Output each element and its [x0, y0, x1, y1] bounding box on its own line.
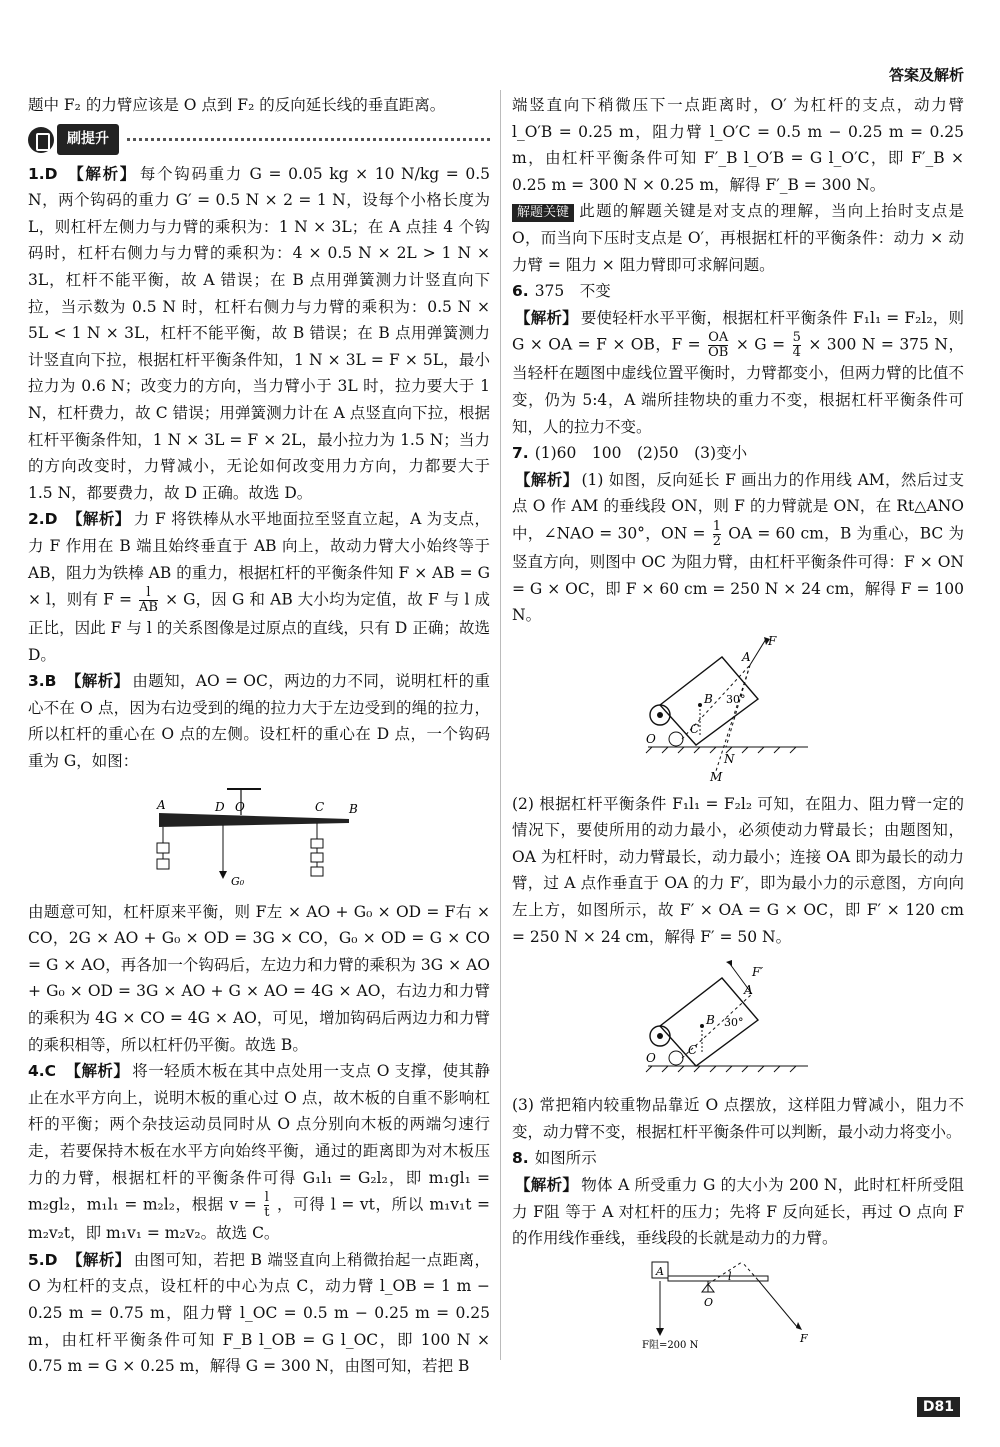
answer-number: 3.B: [28, 672, 57, 691]
lever-figure-3: [28, 781, 490, 893]
answer-6: [512, 305, 964, 440]
key-text: 此题的解题关键是对支点的理解，当向上抬时支点是 O，而当向下压时支点是 O′，再根据杠杆的平衡条件：动力 × 动力臂 = 阻力 × 阻力臂即可求解问题。: [512, 202, 964, 274]
fraction: $\frac{l}{AB}$: [139, 585, 158, 616]
analysis-label: 【解析】: [515, 307, 578, 327]
label-d: D: [215, 799, 225, 814]
answer-text: 将一轻质木板在其中点处用一支点 O 支撑，使其静止在水平方向上，说明木板的重心过 O 点，故木板的自重不影响杠杆的平衡；两个杂技运动员同时从 O 点分别向木板的两端匀速行走，若要保持木板在水平方向始终平衡，通过的距离即为对木板压力的力臂，根据杠杆的平衡条件可得 G₁l₁ = G₂l₂，即 m₁gl₁ = m₂gl₂，m₁l₁ = m₂l₂，根据 v =: [28, 1062, 490, 1214]
label-m: M: [710, 769, 723, 784]
answer-number: 7.: [512, 444, 529, 463]
label-c: C: [690, 721, 700, 736]
answer-number: 4.C: [28, 1062, 57, 1081]
answer-text: 物体 A 所受重力 G 的大小为 200 N，此时杠杆所受阻力 F阻 等于 A 对杠杆的压力；先将 F 反向延长，再过 O 点向 F 的作用线作垂线，垂线段的长就是动力的力臂。: [512, 1176, 964, 1248]
answer-number: 2.D: [28, 510, 58, 529]
analysis-label: 【解析】: [65, 1061, 130, 1081]
label-b: B: [706, 1013, 715, 1028]
label-b: B: [349, 801, 358, 816]
section-title: 刷提升: [57, 124, 119, 155]
label-f: F: [768, 634, 777, 648]
left-column: [28, 92, 490, 1380]
fraction: $\frac{l}{t}$: [264, 1190, 270, 1221]
right-column: [512, 92, 964, 1356]
answer-number: 6.: [512, 282, 529, 301]
answer-text: 要使轻杆水平平衡，根据杠杆平衡条件 F₁l₁ = F₂l₂，则 G × OA = F × OB，F =: [512, 308, 964, 354]
key-tag: 解题关键: [512, 204, 574, 222]
label-o: O: [646, 731, 656, 746]
answer-7-part3: (3) 常把箱内较重物品靠近 O 点摆放，这样阻力臂减小，阻力不变，动力臂不变，根据杠杆平衡条件可以判断，最小动力将变小。: [512, 1096, 964, 1141]
label-o: O: [704, 1295, 714, 1309]
label-c: C: [688, 1043, 698, 1058]
intro-text: 题中 F₂ 的力臂应该是 O 点到 F₂ 的反向延长线的垂直距离。: [28, 96, 446, 114]
answer-value: (1)60 100 (2)50 (3)变小: [534, 444, 748, 463]
answer-text: × 300 N = 375 N，当轻杆在题图中虚线位置平衡时，力臂都变小，但两力臂的比值不变，仍为 5:4，A 端所挂物块的重力不变，根据杠杆平衡条件可知，人的拉力不变。: [512, 335, 964, 436]
answer-2: [28, 506, 490, 668]
label-c: C: [315, 799, 325, 814]
answer-text: OA = 60 cm，B 为重心，BC 为竖直方向，则图中 OC 为阻力臂，由杠杆平衡条件可得：F × ON = G × OC，即 F × 60 cm = 250 N × 24 cm，解得 F = 100 N。: [512, 524, 964, 625]
label-f-resist: F阻=200 N: [642, 1339, 699, 1350]
answer-value: 如图所示: [534, 1149, 597, 1168]
label-l: l: [728, 1269, 732, 1283]
label-b: B: [704, 691, 713, 706]
label-f: F: [800, 1331, 808, 1345]
label-n: N: [724, 751, 735, 766]
answer-text: × G，因 G 和 AB 大小均为定值，故 F 与 l 成正比，因此 F 与 l 的关系图像是过原点的直线，只有 D 正确；故选 D。: [28, 590, 491, 664]
page-header: 答案及解析: [888, 66, 964, 84]
answer-4: [28, 1058, 490, 1247]
answer-7-header: [512, 440, 964, 467]
fraction: $\frac{1}{2}$: [712, 518, 721, 549]
label-g0: G₀: [231, 874, 245, 888]
answer-8: [512, 1172, 964, 1252]
answer-3-continued: 由题意可知，杠杆原来平衡，则 F左 × AO + G₀ × OD = F右 × CO，2G × AO + G₀ × OD = 3G × CO，G₀ × OD = G × CO = G × AO，再各加一个钩码后，左边力和力臂的乘积为 3G × AO + G₀ × OD = 3G × AO + G × AO = 4G × AO，右边力和力臂的乘积为 4G × CO = 4G × AO，可见，增加钩码后两边力和力臂的乘积相等，所以杠杆仍平衡。故选 B。: [28, 902, 490, 1054]
answer-text: 由图可知，若把 B 端竖直向上稍微抬起一点距离，O 为杠杆的支点，设杠杆的中心为点 C，动力臂 l_OB = 1 m − 0.25 m = 0.75 m，阻力臂 l_OC = 0.5 m − 0.25 m = 0.25 m，由杠杆平衡条件可知 F_B l_OB = G l_OC，即 100 N × 0.75 m = G × 0.25 m，解得 G = 300 N，由图可知，若把 B: [28, 1250, 490, 1376]
label-angle: 30°: [724, 1016, 744, 1030]
answer-5: [28, 1247, 490, 1380]
answer-1: [28, 161, 490, 507]
label-a: A: [656, 1264, 664, 1278]
answer-6-header: [512, 278, 964, 305]
answer-text: × G =: [735, 335, 786, 354]
answer-value: 375 不变: [534, 282, 611, 301]
analysis-label: 【解析】: [515, 469, 579, 489]
analysis-label: 【解析】: [66, 509, 131, 529]
section-badge: [28, 123, 490, 157]
book-icon: [28, 127, 54, 153]
answer-text: 力 F 将铁棒从水平地面拉至竖直立起，A 为支点，力 F 作用在 B 端且始终垂直于 AB 向上，故动力臂大小始终等于 AB，阻力为铁棒 AB 的重力，根据杠杆的平衡条件知 F × AB = G × l，则有 F =: [28, 510, 490, 609]
analysis-label: 【解析】: [515, 1175, 579, 1195]
answer-3: [28, 668, 490, 774]
suitcase-figure-1: [512, 635, 964, 785]
answer-text: ，可得 l = vt，所以 m₁v₁t = m₂v₂t，即 m₁v₁ = m₂v₂。故选 C。: [28, 1195, 490, 1243]
answer-text: (1) 如图，反向延长 F 画出力的作用线 AM，然后过支点 O 作 AM 的垂线段 ON，则 F 的力臂就是 ON，在 Rt△ANO 中，∠NAO = 30°，ON =: [512, 470, 964, 543]
answer-5-continued: 端竖直向下稍微压下一点距离时，O′ 为杠杆的支点，动力臂 l_O′B = 0.25 m，阻力臂 l_O′C = 0.5 m − 0.25 m = 0.25 m，由杠杆平衡条件可知 F′_B l_O′B = G l_O′C，即 F′_B × 0.25 m = 300 N × 0.25 m，解得 F′_B = 300 N。: [512, 96, 964, 194]
answer-7: [512, 467, 964, 629]
answer-text: 由题知，AO = OC，两边的力不同，说明杠杆的重心不在 O 点，因为右边受到的绳的拉力大于左边受到的绳的拉力，所以杠杆的重心在 O 点的左侧。设杠杆的重心在 D 点，一个钩码重为 G，如图：: [28, 672, 490, 771]
suitcase-figure-2: [512, 956, 964, 1086]
analysis-label: 【解析】: [65, 671, 130, 691]
analysis-label: 【解析】: [66, 1249, 131, 1269]
fraction: $\frac{5}{4}$: [792, 330, 801, 361]
answer-number: 1.D: [28, 164, 58, 183]
label-a: A: [742, 649, 751, 664]
key-point: [512, 198, 964, 278]
answer-number: 8.: [512, 1149, 529, 1168]
page-number: D81: [917, 1397, 960, 1417]
label-f-prime: F′: [752, 965, 764, 980]
answer-text: 每个钩码重力 G = 0.05 kg × 10 N/kg = 0.5 N，两个钩码的重力 G′ = 0.5 N × 2 = 1 N，设每个小格长度为 L，则杠杆左侧力与力臂的乘积为：1 N × 3L；在 A 点挂 4 个钩码时，杠杆右侧力与力臂的乘积为：4 × 0.5 N × 2L > 1 N × 3L，杠杆不能平衡，故 A 错误；在 B 点用弹簧测力计竖直向下拉，当示数为 0.5 N 时，杠杆右侧力与力臂的乘积为：0.5 N × 5L < 1 N × 3L，杠杆不能平衡，故 B 错误；在 B 点用弹簧测力计竖直向下拉，根据杠杆平衡条件知，1 N × 3L = F × 5L，最小拉力为 0.6 N；改变力的方向，当力臂小于 3L 时，拉力要大于 1 N，杠杆费力，故 C 错误；用弹簧测力计在 A 点竖直向下拉，根据杠杆平衡条件知，1 N × 3L = F × 2L，最小拉力为 1.5 N；当力的方向改变时，力臂减小，无论如何改变用力方向，力都要大于 1.5 N，都要费力，故 D 正确。故选 D。: [28, 164, 490, 502]
answer-8-header: [512, 1145, 964, 1172]
analysis-label: 【解析】: [66, 163, 137, 183]
label-a: A: [744, 983, 753, 998]
label-angle: 30°: [726, 692, 746, 706]
label-o: O: [646, 1051, 656, 1066]
lever-figure-8: [512, 1258, 964, 1350]
label-a: A: [157, 797, 166, 812]
column-divider: [500, 90, 501, 1360]
fraction: $\frac{OA}{OB}$: [708, 330, 729, 361]
answer-7-part2: (2) 根据杠杆平衡条件 F₁l₁ = F₂l₂ 可知，在阻力、阻力臂一定的情况下，要使所用的动力最小，必须使动力臂最长；由题图知，OA 为杠杆时，动力臂最长，动力最小；连接 OA 即为最长的动力臂，过 A 点作垂直于 OA 的力 F′，即为最小力的示意图，方向向左上方，如图所示，故 F′ × OA = G × OC，即 F′ × 120 cm = 250 N × 24 cm，解得 F′ = 50 N。: [512, 794, 964, 946]
answer-number: 5.D: [28, 1250, 58, 1269]
label-o: O: [235, 799, 245, 814]
dotted-rule: [127, 138, 490, 141]
